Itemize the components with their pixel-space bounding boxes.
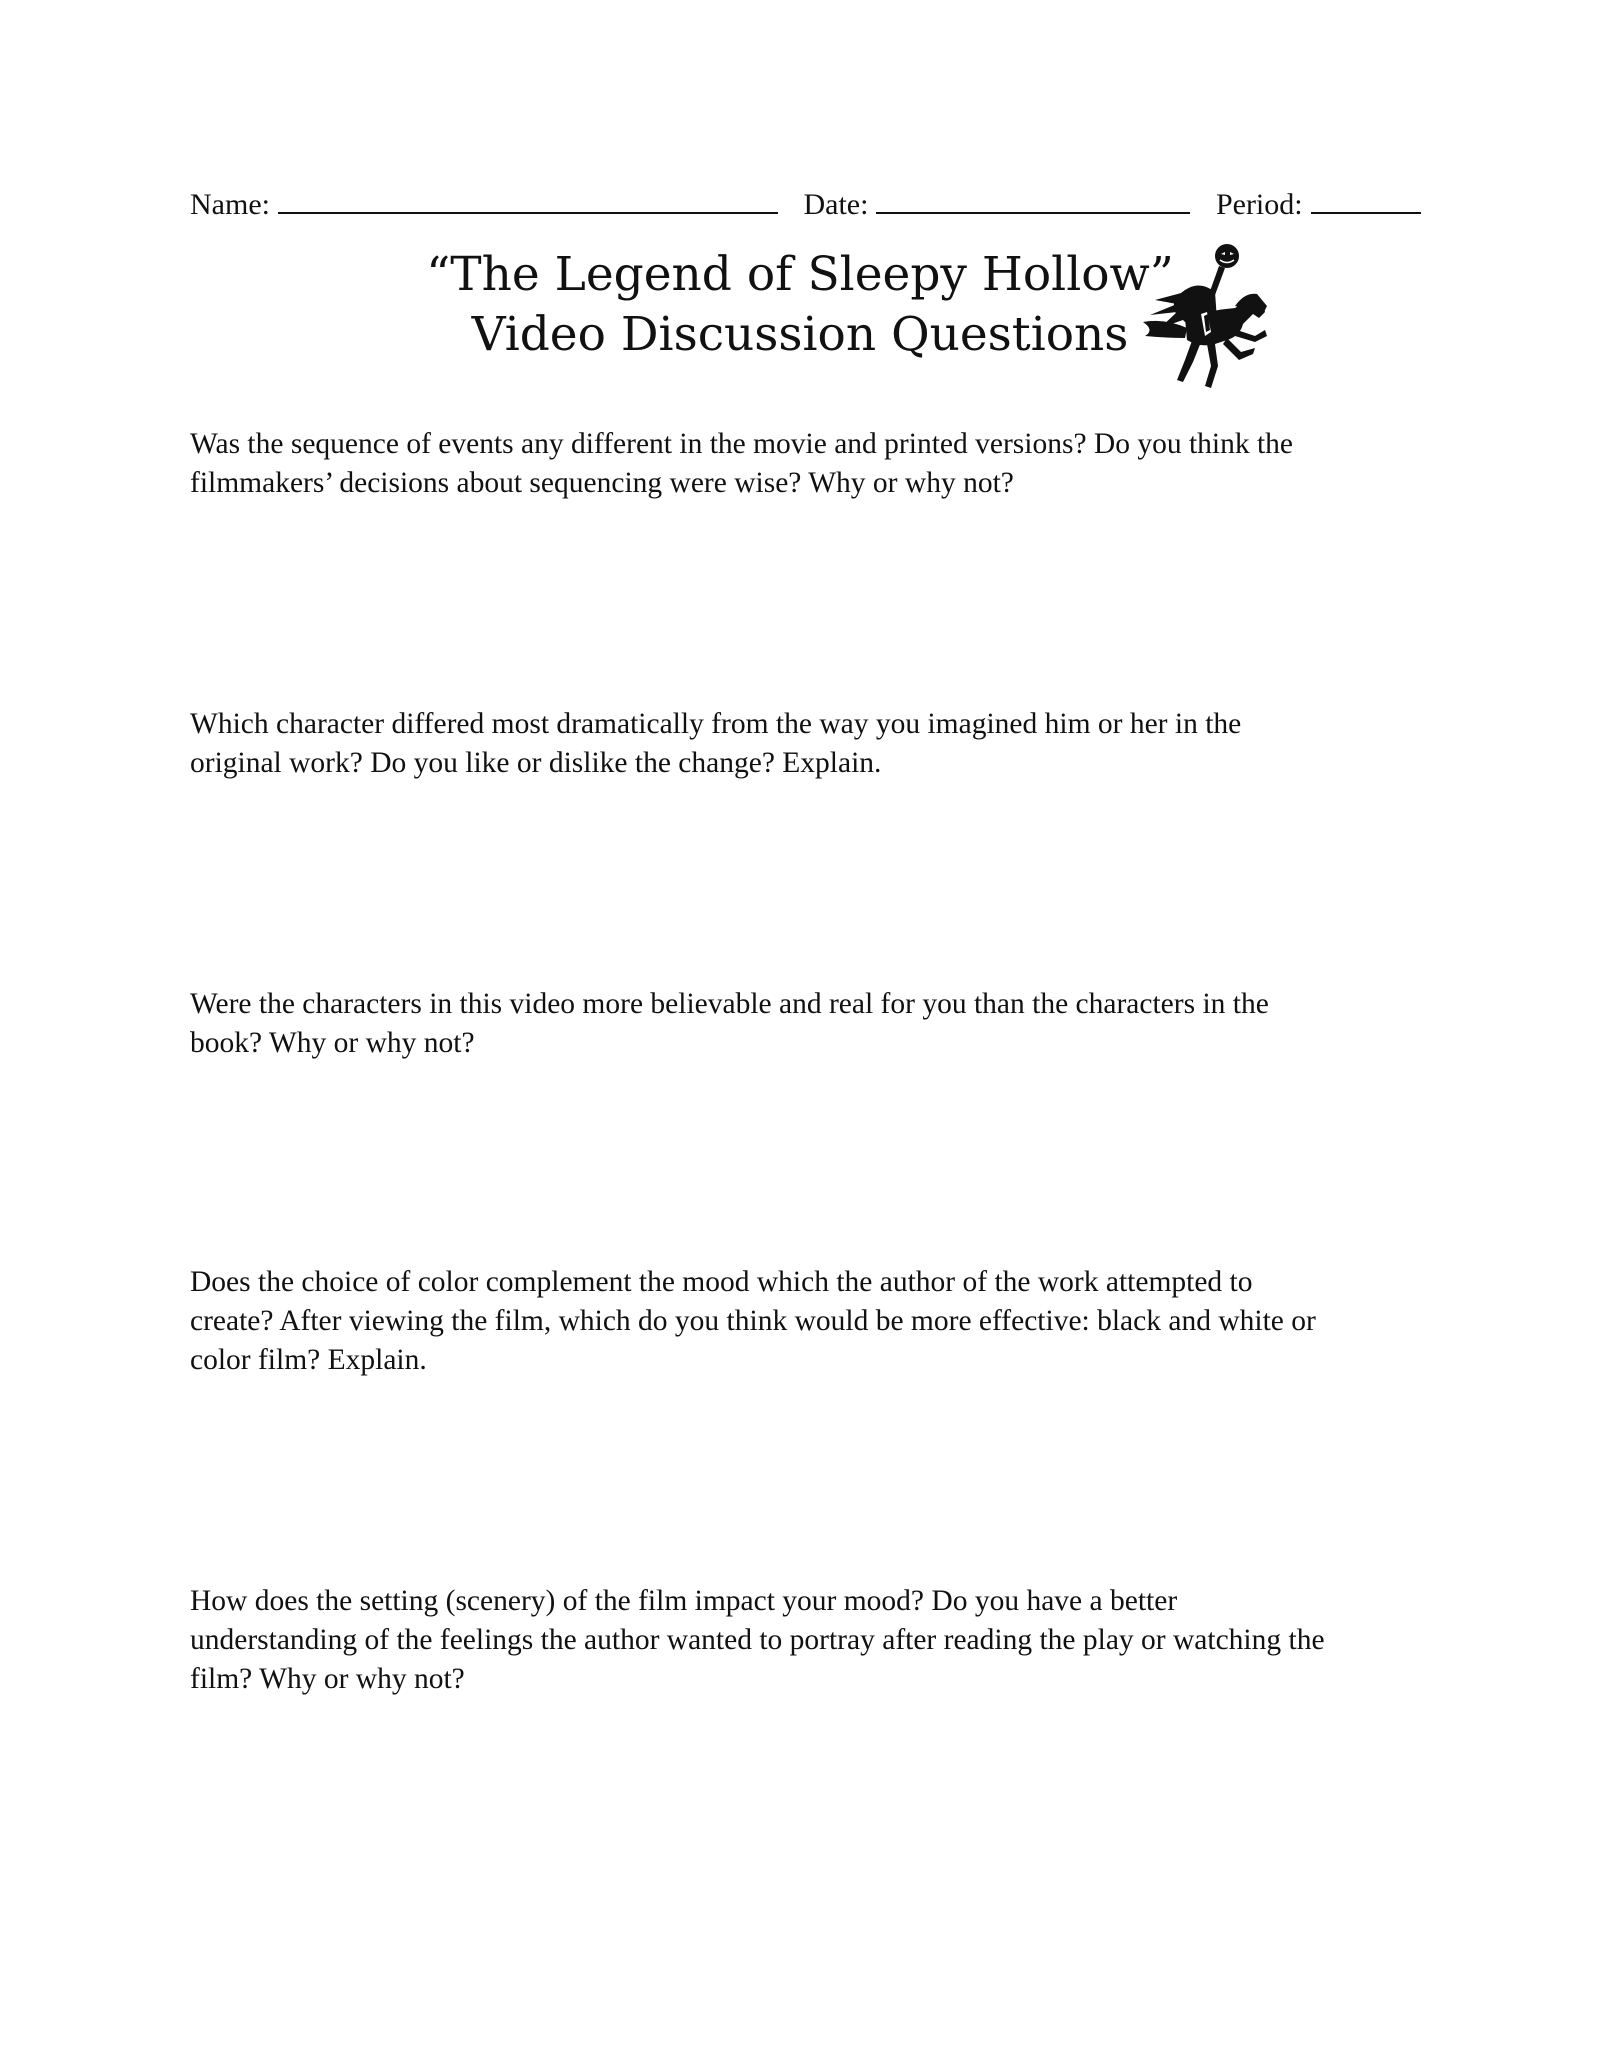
question-2 [190,705,1430,783]
period-blank-line [1311,186,1421,214]
question-5-line-1: How does the setting (scenery) of the film impact your mood? Do you have a better [190,1585,1178,1617]
question-3-line-2: book? Why or why not? [190,1027,475,1059]
question-5-line-3: film? Why or why not? [190,1663,465,1695]
question-5 [190,1582,1430,1699]
question-4-line-2: create? After viewing the film, which do you think would be more effective: black and white or [190,1305,1316,1337]
student-info-header [190,185,1421,225]
question-2-line-1: Which character differed most dramatically from the way you imagined him or her in the [190,708,1242,740]
question-3 [190,985,1430,1063]
question-4-line-3: color film? Explain. [190,1344,427,1376]
page-title [380,245,1220,365]
question-4 [190,1263,1430,1380]
question-5-line-2: understanding of the feelings the author wanted to portray after reading the play or watching the [190,1624,1325,1656]
question-3-line-1: Were the characters in this video more believable and real for you than the characters in the [190,988,1269,1020]
question-4-line-1: Does the choice of color complement the mood which the author of the work attempted to [190,1266,1253,1298]
question-2-line-2: original work? Do you like or dislike the change? Explain. [190,747,882,779]
question-1-line-1: Was the sequence of events any different in the movie and printed versions? Do you think the [190,428,1294,460]
question-1-line-2: filmmakers’ decisions about sequencing were wise? Why or why not? [190,467,1014,499]
title-line-1: “The Legend of Sleepy Hollow” [426,247,1174,302]
date-label: Date: [803,188,869,221]
date-blank-line [876,186,1190,214]
name-label: Name: [190,188,270,221]
name-blank-line [278,186,778,214]
headless-horseman-icon [1115,240,1270,390]
period-label: Period: [1215,188,1303,221]
question-1 [190,425,1430,503]
title-line-2: Video Discussion Questions [471,307,1129,362]
